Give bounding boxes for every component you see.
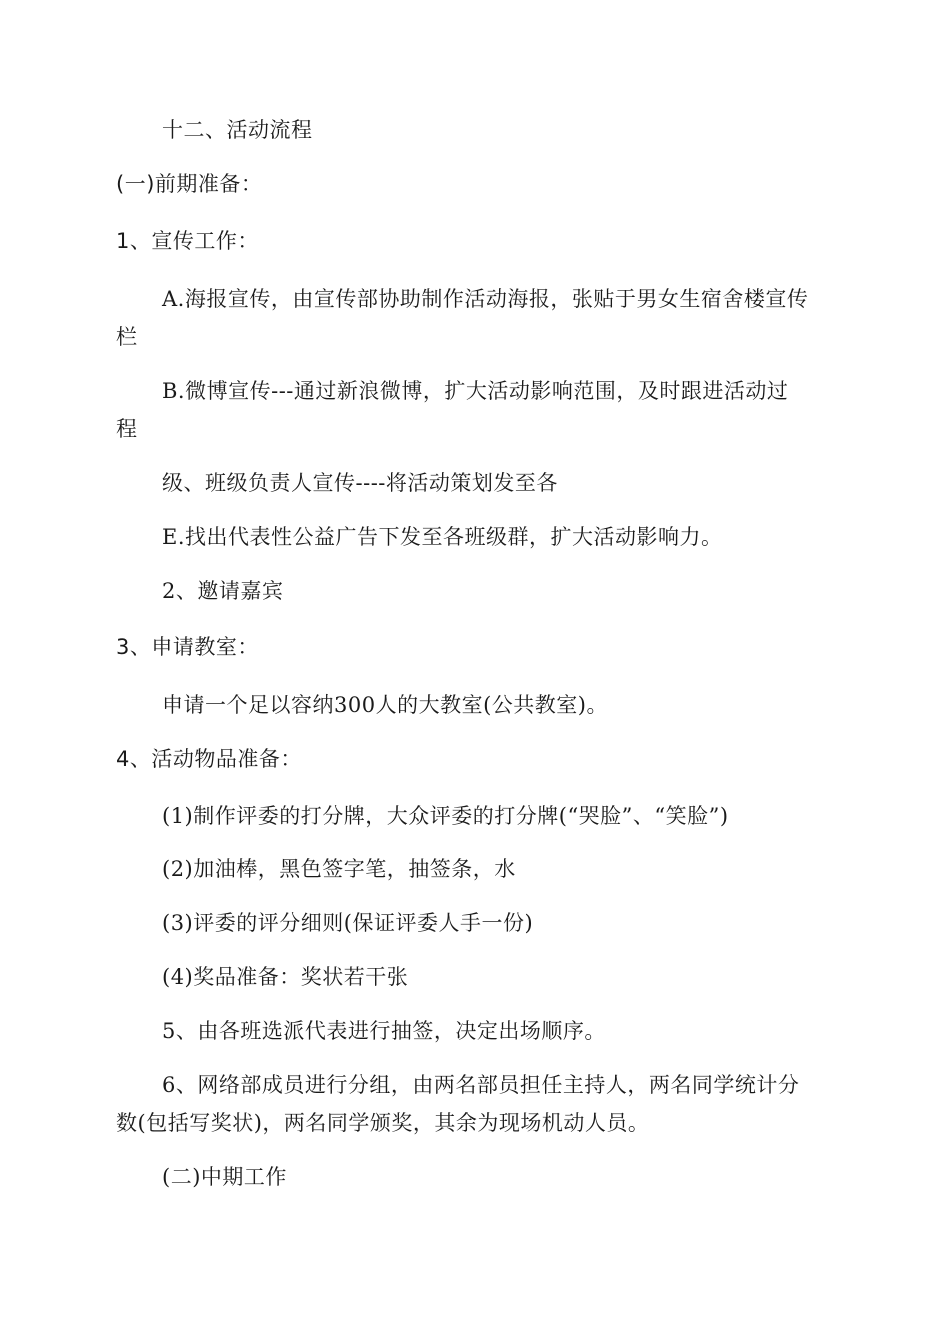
list-item: (4)奖品准备：奖状若干张	[162, 965, 409, 989]
paragraph-line: 数(包括写奖状)，两名同学颁奖，其余为现场机动人员。	[116, 1111, 650, 1135]
list-item: (1)制作评委的打分牌，大众评委的打分牌(“哭脸”、“笑脸”)	[162, 804, 729, 828]
item-heading: 4、活动物品准备：	[116, 747, 302, 771]
paragraph-line: 6、网络部成员进行分组，由两名部员担任主持人，两名同学统计分	[162, 1073, 800, 1097]
paragraph-line: B.微博宣传---通过新浪微博，扩大活动影响范围，及时跟进活动过	[162, 379, 789, 403]
subsection-heading: (一)前期准备：	[116, 172, 263, 196]
item-heading: 3、申请教室：	[116, 635, 259, 659]
list-item: (2)加油棒，黑色签字笔，抽签条，水	[162, 857, 516, 881]
paragraph-line: A.海报宣传，由宣传部协助制作活动海报，张贴于男女生宿舍楼宣传	[162, 287, 809, 311]
subsection-heading: (二)中期工作	[162, 1165, 287, 1189]
item-heading: 1、宣传工作：	[116, 229, 259, 253]
section-heading: 十二、活动流程	[162, 118, 313, 142]
list-item: (3)评委的评分细则(保证评委人手一份)	[162, 911, 534, 935]
item-heading: 2、邀请嘉宾	[162, 579, 284, 603]
paragraph-line: 程	[116, 417, 138, 441]
paragraph-line: 5、由各班选派代表进行抽签，决定出场顺序。	[162, 1019, 606, 1043]
paragraph-line: E.找出代表性公益广告下发至各班级群，扩大活动影响力。	[162, 525, 723, 549]
paragraph-line: 级、班级负责人宣传----将活动策划发至各	[162, 471, 558, 495]
paragraph-line: 栏	[116, 325, 138, 349]
paragraph-line: 申请一个足以容纳300人的大教室(公共教室)。	[162, 693, 608, 717]
